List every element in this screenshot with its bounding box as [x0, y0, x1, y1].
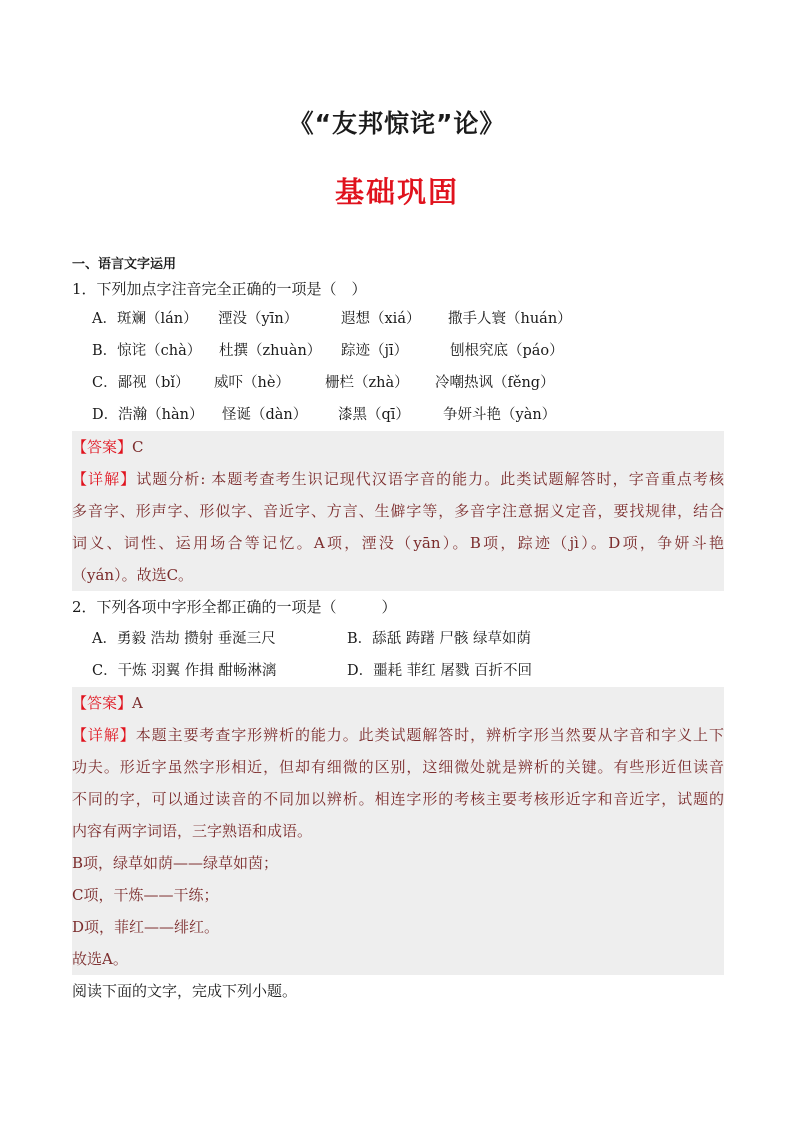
question-1-option-c [72, 367, 724, 399]
question-1-detail-line: 多音字、形声字、形似字、音近字、方言、生僻字等，多音字注意据义定音，要找规律，结合 [72, 495, 724, 527]
option-item: B．惊诧（chà） [92, 343, 202, 359]
option-item: B．舔舐 踌躇 尸骸 绿草如荫 [347, 631, 531, 647]
option-item: 遐想（xiá） [341, 311, 421, 327]
detail-text: 试题分析: 本题考查考生识记现代汉语字音的能力。此类试题解答时，字音重点考核 [136, 470, 724, 488]
question-2-stem: 2．下列各项中字形全都正确的一项是（ ） [72, 598, 397, 616]
detail-label: 【详解】 [72, 470, 137, 488]
option-item: 漆黑（qī） [338, 407, 410, 423]
option-item: 争妍斗艳（yàn） [443, 407, 557, 423]
section-title: 一、语言文字运用 [72, 257, 177, 272]
option-item: A．勇毅 浩劫 攒射 垂涎三尺 [92, 631, 276, 647]
option-item: 栅栏（zhà） [325, 375, 409, 391]
question-2-detail-line: 功夫。形近字虽然字形相近，但却有细微的区别，这细微处就是辨析的关键。有些形近但读音 [72, 751, 724, 783]
question-2-options-row [72, 623, 724, 655]
answer-value: C [132, 438, 144, 456]
option-item: C．鄙视（bǐ） [92, 375, 190, 391]
answer-value: A [132, 694, 143, 712]
option-item: 撒手人寰（huán） [448, 311, 572, 327]
option-item: 威吓（hè） [214, 375, 290, 391]
answer-label: 【答案】 [72, 694, 133, 712]
question-2-detail-line: B项，绿草如荫——绿草如茵； [72, 847, 724, 879]
reading-intro: 阅读下面的文字，完成下列小题。 [72, 982, 298, 1000]
document-body [72, 255, 724, 1007]
answer-label: 【答案】 [72, 438, 133, 456]
document-title: 《“友邦惊诧”论》 [288, 109, 506, 138]
option-item: 湮没（yīn） [218, 311, 299, 327]
question-1-option-a [72, 303, 724, 335]
option-item: C．干炼 羽翼 作揖 酣畅淋漓 [92, 663, 277, 679]
option-item: 杜撰（zhuàn） [219, 343, 322, 359]
question-1-stem: 1．下列加点字注音完全正确的一项是（ ） [72, 280, 367, 298]
question-2-detail-line [72, 719, 724, 751]
detail-label: 【详解】 [72, 726, 136, 744]
option-item: D．噩耗 菲红 屠戮 百折不回 [347, 663, 532, 679]
question-1-detail-line: 词义、词性、运用场合等记忆。A项，湮没（yān）。B项，踪迹（jì）。D项，争妍斗艳 [72, 527, 724, 559]
option-item: D．浩瀚（hàn） [92, 407, 204, 423]
question-1-option-b [72, 335, 724, 367]
option-item: 冷嘲热讽（fěng） [435, 375, 555, 391]
option-item: 踪迹（jī） [341, 343, 409, 359]
question-2-detail-line: D项，菲红——绯红。 [72, 911, 724, 943]
question-1-detail-line: （yán）。故选C。 [72, 559, 724, 591]
option-item: 刨根究底（páo） [450, 343, 564, 359]
option-item: A．斑斓（lán） [92, 311, 198, 327]
question-2-detail-line: 内容有两字词语，三字熟语和成语。 [72, 815, 724, 847]
question-1-option-d [72, 399, 724, 431]
question-1-answer [72, 431, 724, 463]
question-2-options-row [72, 655, 724, 687]
detail-text: 本题主要考查字形辨析的能力。此类试题解答时，辨析字形当然要从字音和字义上下 [135, 726, 724, 744]
question-2-detail-line: C项，干炼——干练； [72, 879, 724, 911]
option-item: 怪诞（dàn） [222, 407, 308, 423]
section-heading: 基础巩固 [334, 175, 459, 209]
question-2-detail-line: 故选A。 [72, 943, 724, 975]
question-2-answer [72, 687, 724, 719]
question-2-detail-line: 不同的字，可以通过读音的不同加以辨析。相连字形的考核主要考核形近字和音近字，试题的 [72, 783, 724, 815]
question-1-detail-line [72, 463, 724, 495]
